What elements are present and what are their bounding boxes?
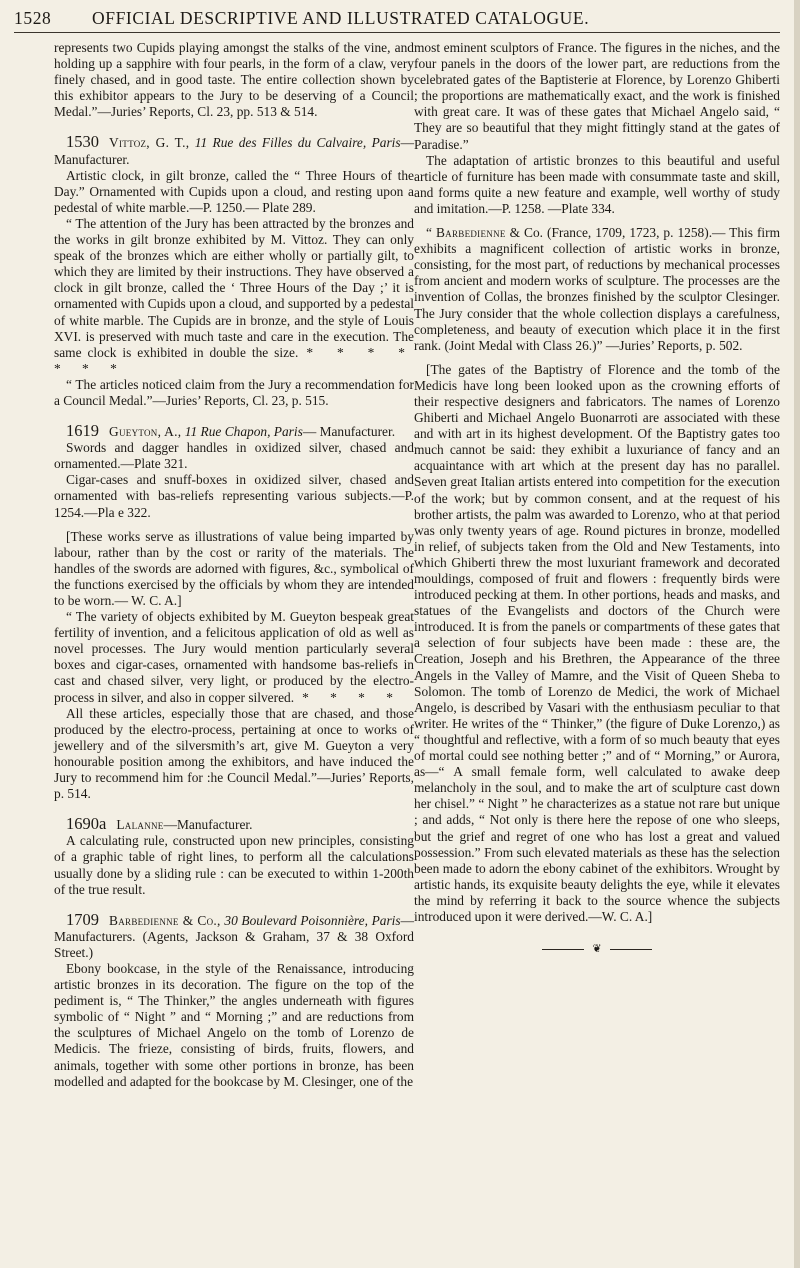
jury-quote: “ The articles noticed claim from the Jury a recommendation for a Council Medal.”—Juries’ Reports, Cl. 23, p. 515. — [54, 376, 414, 408]
exhibitor-role: — Manufacturer. — [302, 424, 396, 440]
editor-note: [The gates of the Baptistry of Florence and the tomb of the Medicis have long been looked upon as the crowning efforts of their respective designers and fabricators. The names of Lorenzo Ghiberti and Michael Angelo Buonarroti are associated with these and with art in its highest development. Of the Baptistry gates too much cannot be said: they exhibit a luxuriance of fancy and an acquaintance with art which at the present day has no parallel. Seven great Italian artists entered into competition for the execution of the work; but by common consent, and at the request of his brother artists, the palm was awarded to Lorenzo, who at that period was only twenty years of age. Round pictures in bronze, modelled in relief, of subjects taken from the Old and New Testaments, into which Ghiberti threw the most luxuriant framework and decorated mouldings, composed of fruit and flowers : frequently birds were introduced pecking at them. In other portions, heads and masks, and statues of the Evangelists and doctors of the Church were introduced. It is from the panels or compartments of these gates that a selection of four subjects have been made : these are, the Creation, Joseph and his Brethren, the Appearance of the three Angels in the Valley of Mamre, and the Visit of Queen Sheba to Solomon. The tomb of Lorenzo de Medici, the work of Michael Angelo, is described by Vasari with the enthusiasm peculiar to that writer. He writes of the “ Thinker,” (the figure of Duke Lorenzo,) as “ thoughtful and reflective, with a form of so much beauty that eyes of mortal could see nothing better ;” and of “ Morning,” or Aurora, as—“ A small female form, well calculated to awake deep melancholy in the soul, and to make the art of sculpture cast down her chisel.” “ Night ” he characterizes as a statue not rare but unique ; and adds, “ Not only is there here the repose of one who sleeps, but the grief and regret of one who has lost a great and valued possession.” From such elevated materials as these has the selection been made to adorn the ebony cabinet of the exhibitors. Wrought by artistic hands, its exquisite beauty delights the eye, while it elevates the mind by referring it back to the source whence the subjects introduced upon it were derived.—W. C. A.] — [414, 361, 780, 924]
exhibitor-role: —Manufacturers. (Agents, Jackson & Graham, 37 & 38 Oxford Street.) — [54, 912, 415, 960]
entry-description: Cigar-cases and snuff-boxes in oxidized silver, chased and ornamented with bas-reliefs representing various subjects.—P. 1254.—Pla e 322. — [54, 472, 414, 520]
exhibitor-address: 11 Rue des Filles du Calvaire, Paris — [194, 135, 401, 151]
jury-quote: All these articles, especially those that are chased, and those produced by the electro-process, pertaining at once to works of jewellery and of the silversmith’s art, give M. Gueyton a very honourable position among the exhibitors, and have induced the Jury to recommend him for :he Council Medal.”—Juries’ Reports, p. 514. — [54, 705, 414, 802]
exhibitor-name: Barbedienne & Co., — [109, 912, 221, 928]
running-title: OFFICIAL DESCRIPTIVE AND ILLUSTRATED CATALOGUE. — [92, 8, 590, 28]
page-edge — [794, 0, 800, 1268]
entry-heading — [54, 423, 414, 440]
jury-quote: “ The variety of objects exhibited by M. Gueyton bespeak great fertility of invention, and a felicitous application of old as well as novel processes. The Jury would mention particularly several boxes and cigar-cases, ornamented with handsome bas-reliefs in cast and chased silver, very light, or produced by the electro-process in silver, and also in copper silvered. * * * * — [54, 609, 414, 705]
ellipsis-stars: * * * * — [302, 689, 402, 705]
entry-heading — [54, 816, 414, 833]
entry-number: 1530 — [66, 132, 99, 152]
entry-heading — [54, 134, 414, 167]
entry-number: 1690a — [66, 814, 107, 834]
continued-paragraph: most eminent sculptors of France. The figures in the niches, and the four panels in the doors of the lower part, are reductions from the celebrated gates of the Baptisterie at Florence, by Lorenzo Ghiberti ; the proportions are mathematically exact, and the work is finished with great care. It was of these gates that Michael Angelo said, “ They are so beautiful that they might fittingly stand at the gates of Paradise.” — [414, 40, 780, 152]
running-header — [14, 6, 780, 33]
exhibitor-name: Lalanne — [116, 817, 164, 833]
entry-description: Swords and dagger handles in oxidized silver, chased and ornamented.—Plate 321. — [54, 440, 414, 472]
jury-quote: “ Barbedienne & Co. (France, 1709, 1723, p. 1258).— This firm exhibits a magnificent collection of artistic works in bronze, consisting, for the most part, of reductions by mechanical processes from ancient and modern works of sculpture. The processes are the invention of Collas, the bronzes finished by the sculptor Clesinger. The Jury consider that the whole collection displays a carefulness, completeness, and beauty of execution which place it in the first rank. (Joint Medal with Class 26.)” —Juries’ Reports, p. 502. — [414, 225, 781, 353]
entry-number: 1709 — [66, 909, 99, 929]
entry-description: Artistic clock, in gilt bronze, called the “ Three Hours of the Day.” Ornamented with Cupids upon a cloud, and resting upon a pedestal of white marble.—P. 1250.— Plate 289. — [54, 167, 414, 215]
fleuron-icon: ❦ — [584, 943, 610, 955]
paragraph: The adaptation of artistic bronzes to this beautiful and useful article of furniture has been made with consummate taste and skill, and forms quite a new feature and example, well worthy of study and imitation.—P. 1258. —Plate 334. — [414, 152, 780, 216]
exhibitor-role: —Manufacturer. — [163, 817, 253, 833]
editor-note: [These works serve as illustrations of value being imparted by labour, rather than by the cost or rarity of the materials. The handles of the swords are adorned with figures, &c., symbolical of the functions exercised by the officials by whom they are intended to be worn.— W. C. A.] — [54, 528, 414, 608]
right-column — [414, 40, 781, 956]
jury-quote: “ The attention of the Jury has been attracted by the bronzes and the works in gilt bronze exhibited by M. Vittoz. They can only speak of the bronzes which are either wholly or partially gilt, to which they are limited by their instructions. They have observed a clock in gilt bronze, called the ‘ Three Hours of the Day ;’ it is ornamented with Cupids upon a cloud, and supported by a pedestal of white marble. The Cupids are in bronze, and the style of Louis XVI. is preserved with much taste and care in the execution. The same clock is exhibited in double the size. * * * * * * * — [54, 215, 415, 376]
entry-description: A calculating rule, constructed upon new principles, consisting of a graphic table of right lines, to perform all the calculations usually done by a sliding rule : can be executed to within 1-200th of the true result. — [54, 833, 414, 897]
page-number: 1528 — [14, 8, 52, 28]
entry-description: Ebony bookcase, in the style of the Renaissance, introducing artistic bronzes in its decoration. The figure on the top of the pediment is, “ The Thinker,” the angles underneath with figures symbolic of “ Night ” and “ Morning ;” and are reductions from the sculptures of Michael Angelo on the tomb of Lorenzo de Medicis. The frieze, consisting of birds, fruits, flowers, and animals, together with some other portions in bronze, has been modelled and adapted for the bookcase by M. Clesinger, one of the — [54, 960, 414, 1089]
exhibitor-name: Gueyton, A., — [109, 424, 182, 440]
left-column — [54, 40, 414, 1090]
entry-1690a — [54, 816, 414, 897]
exhibitor-address: 11 Rue Chapon, Paris — [184, 424, 303, 440]
entry-heading — [54, 909, 415, 961]
entry-1709 — [54, 909, 415, 1090]
entry-1619 — [54, 423, 414, 802]
exhibitor-role: —Manufacturer. — [54, 135, 414, 167]
continued-paragraph: represents two Cupids playing amongst the stalks of the vine, and holding up a sapphire with four pearls, in the form of a claw, very finely chased, and in good taste. The entire collection shown by this exhibitor appears to the Jury to be deserving of a Council Medal.”—Juries’ Reports, Cl. 23, pp. 513 & 514. — [54, 40, 414, 120]
ornamental-rule — [542, 943, 652, 956]
ellipsis-stars: * * * * * * * — [54, 344, 415, 376]
entry-number: 1619 — [66, 421, 99, 441]
exhibitor-name: Barbedienne — [435, 225, 506, 241]
entry-1530 — [54, 134, 414, 409]
exhibitor-address: 30 Boulevard Poisonnière, Paris — [224, 912, 401, 928]
exhibitor-name: Vittoz, G. T., — [109, 135, 190, 151]
